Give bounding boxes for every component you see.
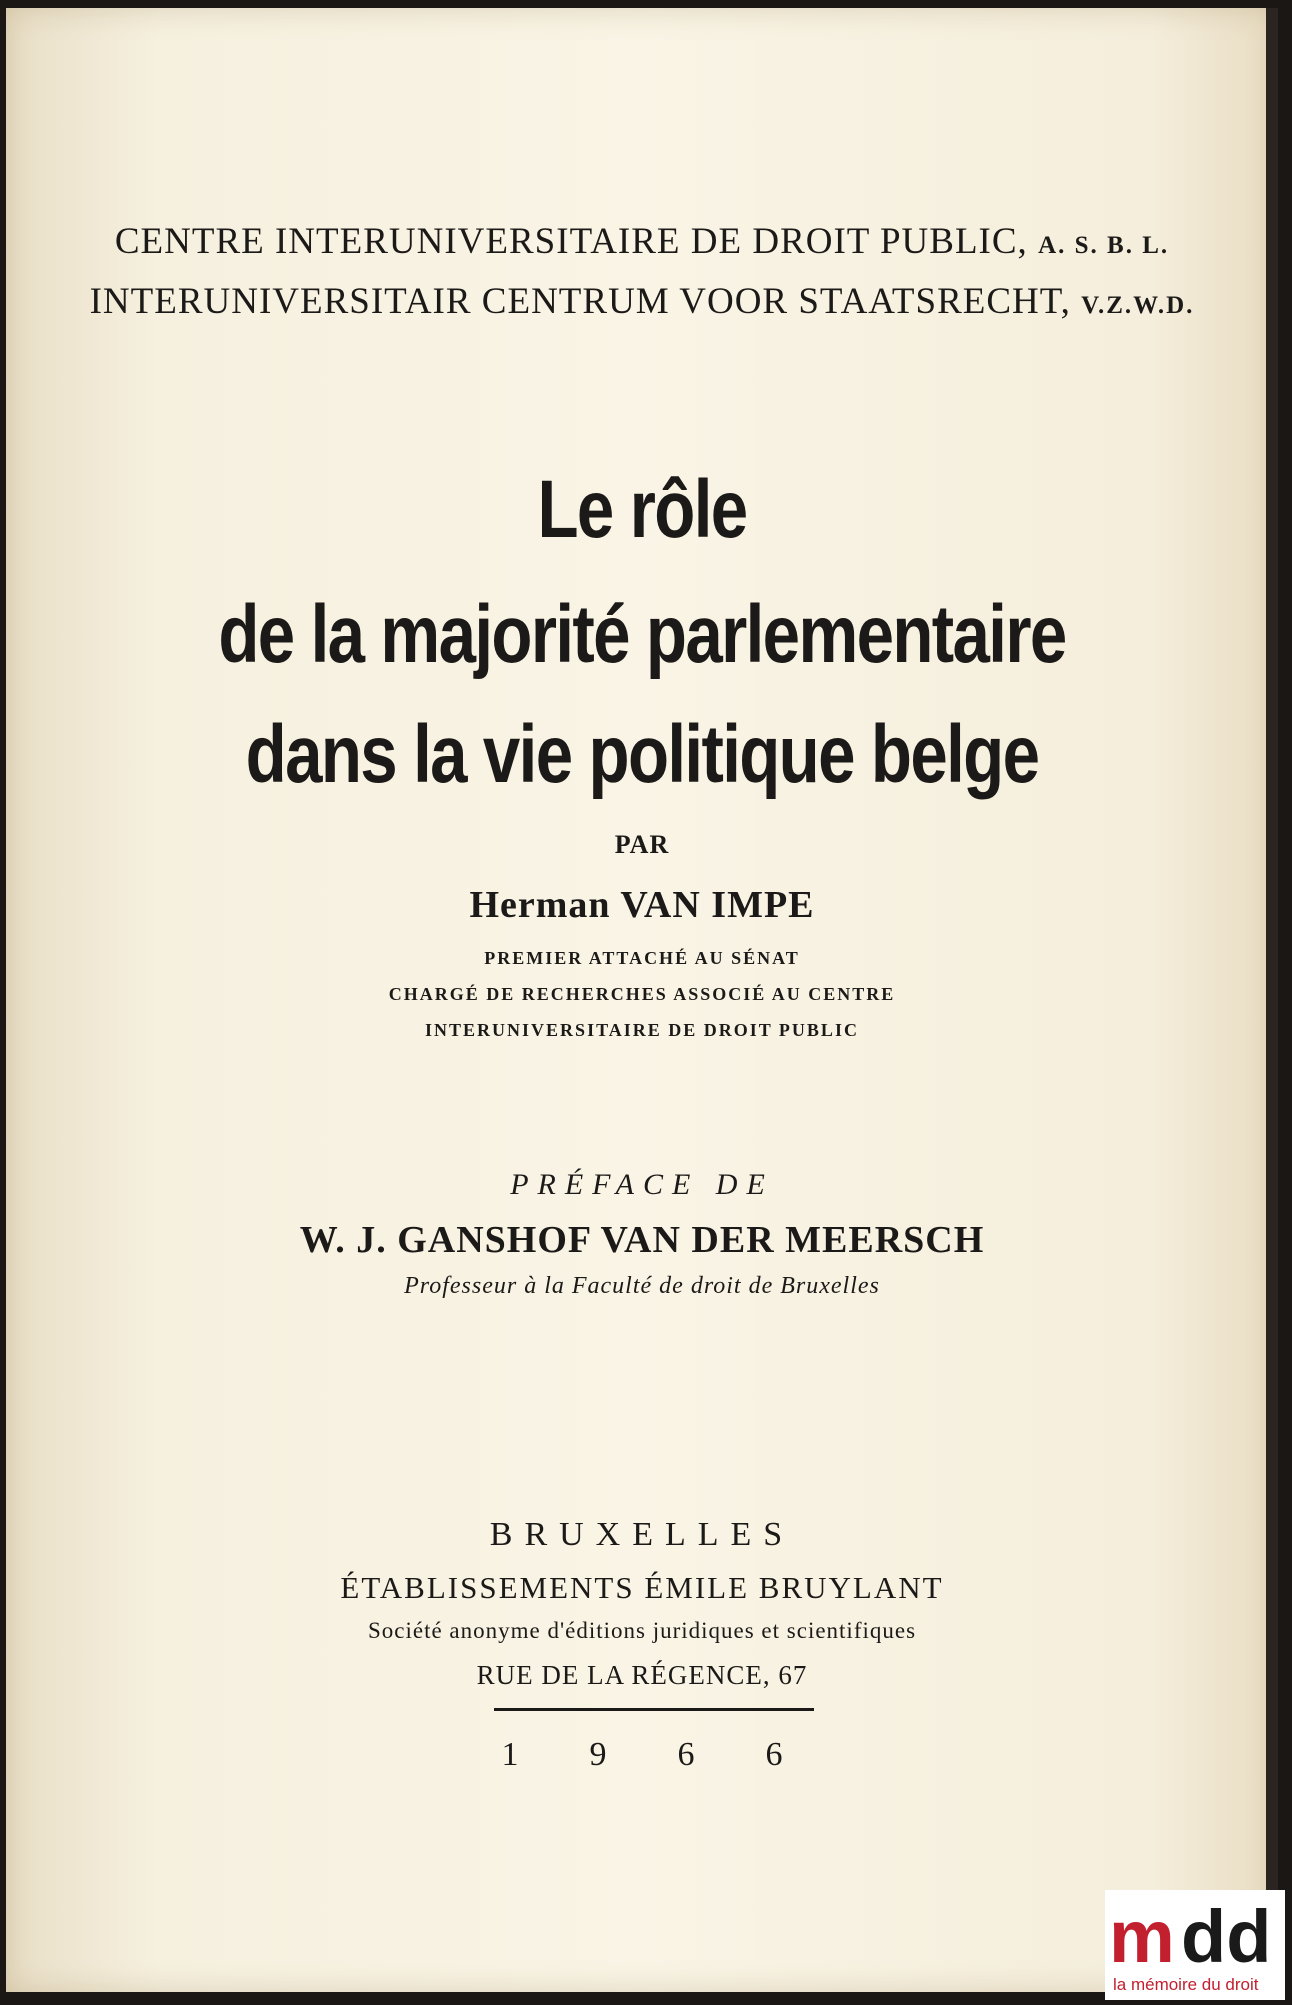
institution-line-2 bbox=[6, 280, 1278, 323]
svg-text:la mémoire du droit: la mémoire du droit bbox=[1113, 1975, 1259, 1994]
preface-author-affiliation: Professeur à la Faculté de droit de Bruxelles bbox=[404, 1273, 880, 1299]
imprint-year bbox=[6, 1736, 1278, 1774]
institution-suffix-nl: V.Z.W.D. bbox=[1081, 292, 1195, 319]
author-role-2: CHARGÉ DE RECHERCHES ASSOCIÉ AU CENTRE bbox=[388, 984, 896, 1004]
book-title-line-1: Le rôle bbox=[537, 464, 747, 555]
imprint-divider bbox=[494, 1708, 814, 1711]
year-digit: 6 bbox=[765, 1736, 783, 1773]
imprint-society: Société anonyme d'éditions juridiques et scientifiques bbox=[367, 1618, 917, 1643]
institution-name-nl: INTERUNIVERSITAIR CENTRUM VOOR STAATSRECHT, bbox=[89, 281, 1071, 322]
imprint-city: BRUXELLES bbox=[489, 1516, 795, 1553]
book-title-line-3: dans la vie politique belge bbox=[245, 709, 1039, 800]
author-role-1: PREMIER ATTACHÉ AU SÉNAT bbox=[484, 948, 800, 968]
year-digit: 1 bbox=[501, 1736, 519, 1773]
institution-suffix-fr: A. S. B. L. bbox=[1038, 232, 1170, 259]
author-role-3: INTERUNIVERSITAIRE DE DROIT PUBLIC bbox=[425, 1020, 859, 1040]
preface-author: W. J. GANSHOF VAN DER MEERSCH bbox=[299, 1219, 985, 1261]
year-digit: 9 bbox=[589, 1736, 607, 1773]
preface-label: PRÉFACE DE bbox=[510, 1168, 774, 1201]
mdd-logo bbox=[1105, 1890, 1285, 2000]
svg-text:m: m bbox=[1109, 1895, 1175, 1978]
author-name: Herman VAN IMPE bbox=[469, 884, 815, 926]
title-page bbox=[6, 8, 1278, 1992]
imprint-publisher: ÉTABLISSEMENTS ÉMILE BRUYLANT bbox=[340, 1570, 944, 1605]
svg-text:dd: dd bbox=[1181, 1895, 1272, 1978]
imprint-address: RUE DE LA RÉGENCE, 67 bbox=[476, 1660, 808, 1690]
institution-name-fr: CENTRE INTERUNIVERSITAIRE DE DROIT PUBLIC, bbox=[114, 221, 1028, 262]
book-title-line-2: de la majorité parlementaire bbox=[218, 589, 1066, 680]
by-label: PAR bbox=[614, 830, 670, 859]
year-digit: 6 bbox=[677, 1736, 695, 1773]
institution-line-1 bbox=[6, 220, 1278, 263]
mdd-logo-icon bbox=[1105, 1890, 1285, 2000]
